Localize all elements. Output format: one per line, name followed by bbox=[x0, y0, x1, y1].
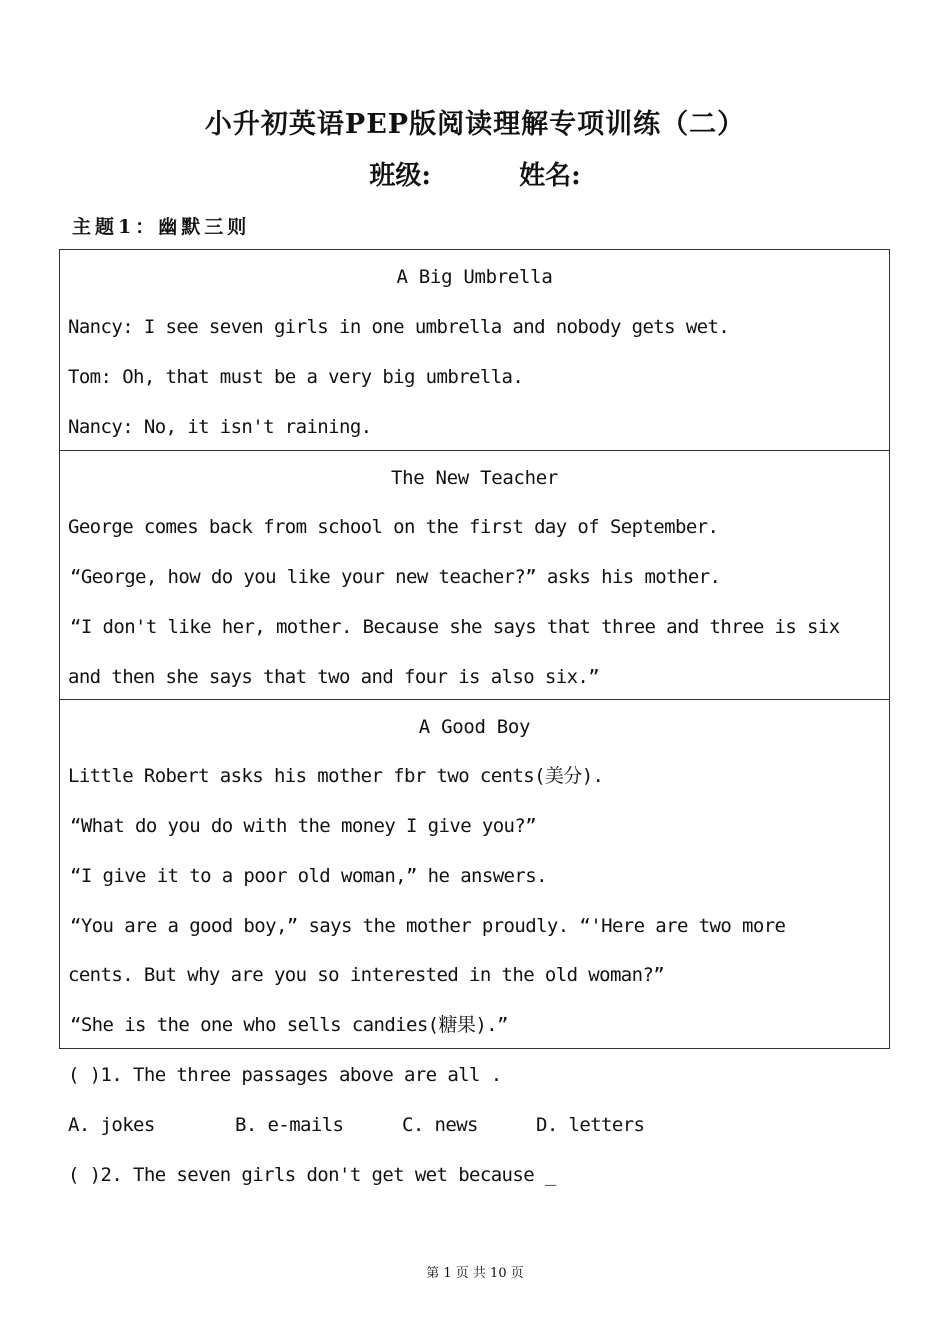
story-title: A Big Umbrella bbox=[396, 266, 553, 288]
story-line: “I give it to a poor old woman,” he answers. bbox=[70, 865, 547, 887]
story-line: cents. But why are you so interested in the old woman?” bbox=[68, 964, 665, 986]
option-d: D. letters bbox=[536, 1114, 645, 1136]
page-title: 小升初英语PEP版阅读理解专项训练（二） bbox=[204, 109, 746, 140]
story-line: Nancy: No, it isn't raining. bbox=[68, 416, 372, 438]
story-title: A Good Boy bbox=[418, 716, 531, 738]
story-line: Tom: Oh, that must be a very big umbrella. bbox=[68, 366, 524, 388]
question-2: ( )2. The seven girls don't get wet because _ bbox=[68, 1164, 556, 1186]
option-c: C. news bbox=[402, 1114, 478, 1136]
option-b: B. e-mails bbox=[235, 1114, 344, 1136]
story-line: Little Robert asks his mother fbr two cents(美分). bbox=[68, 765, 604, 787]
name-label: 姓名: bbox=[519, 161, 581, 191]
story-line: George comes back from school on the first day of September. bbox=[68, 516, 719, 538]
page-footer: 第 1 页 共 10 页 bbox=[426, 1266, 524, 1281]
story-box-big-umbrella bbox=[59, 249, 890, 451]
story-line: and then she says that two and four is also six.” bbox=[68, 666, 600, 688]
story-line: “George, how do you like your new teacher?” asks his mother. bbox=[70, 566, 721, 588]
story-box-good-boy bbox=[59, 699, 890, 1049]
story-box-new-teacher bbox=[59, 450, 890, 700]
story-line: “She is the one who sells candies(糖果).” bbox=[70, 1014, 508, 1036]
story-line: “You are a good boy,” says the mother proudly. “'Here are two more bbox=[70, 915, 786, 937]
question-1: ( )1. The three passages above are all . bbox=[68, 1064, 502, 1086]
class-label: 班级: bbox=[369, 161, 431, 191]
story-title: The New Teacher bbox=[390, 467, 559, 489]
story-line: Nancy: I see seven girls in one umbrella and nobody gets wet. bbox=[68, 316, 730, 338]
topic-heading: 主题1：幽默三则 bbox=[72, 216, 251, 238]
story-line: “What do you do with the money I give you?” bbox=[70, 815, 537, 837]
story-line: “I don't like her, mother. Because she says that three and three is six bbox=[70, 616, 840, 638]
class-name-line bbox=[0, 155, 950, 192]
option-a: A. jokes bbox=[68, 1114, 155, 1136]
